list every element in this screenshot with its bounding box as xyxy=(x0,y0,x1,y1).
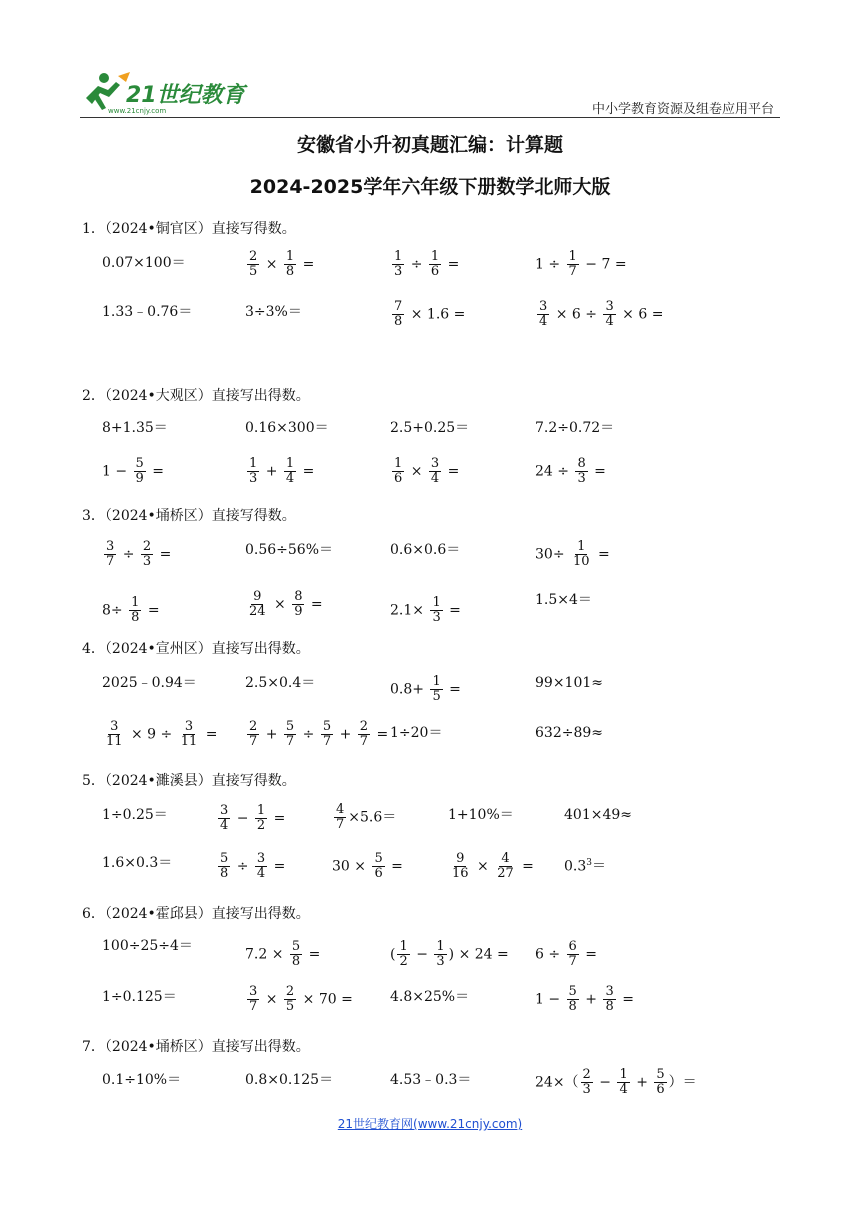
runner-icon xyxy=(78,68,248,116)
problem: 1÷0.125＝ xyxy=(102,989,177,1005)
problem: 1.5×4＝ xyxy=(535,592,592,608)
problem: $0.3^3=$ xyxy=(564,858,606,875)
problem: 1 − $\frac{5}{8}$ + $\frac{3}{8}$ = xyxy=(535,984,634,1014)
problem: 30÷ $\frac{1}{10}$ = xyxy=(535,539,610,569)
logo-text: 21世纪教育 xyxy=(126,83,245,108)
problem: 1.33﹣0.76＝ xyxy=(102,304,193,320)
logo-subtext: www.21cnjy.com xyxy=(108,107,167,115)
problem: $\frac{3}{7}$ ÷ $\frac{2}{3}$ = xyxy=(106,539,172,569)
problem: 632÷89≈ xyxy=(535,725,603,741)
problem: $\frac{3}{11}$ × 9 ÷ $\frac{3}{11}$ = xyxy=(106,719,218,749)
question-heading-5: 5．（2024•濉溪县）直接写得数。 xyxy=(82,773,296,789)
question-heading-3: 3．（2024•埇桥区）直接写得数。 xyxy=(82,508,296,524)
problem: 24 ÷ $\frac{8}{3}$ = xyxy=(535,456,606,486)
problem: 0.56÷56%＝ xyxy=(245,542,334,558)
problem: 1÷0.25＝ xyxy=(102,807,168,823)
problem: 99×101≈ xyxy=(535,675,603,691)
problem: 30 × $\frac{5}{6}$ = xyxy=(332,851,403,881)
problem: $\frac{9}{24}$ × $\frac{8}{9}$ = xyxy=(249,589,323,619)
problem: 2025﹣0.94＝ xyxy=(102,675,197,691)
question-heading-6: 6．（2024•霍邱县）直接写出得数。 xyxy=(82,906,310,922)
question-heading-2: 2．（2024•大观区）直接写出得数。 xyxy=(82,388,310,404)
header-divider xyxy=(80,117,780,118)
problem: 3÷3%＝ xyxy=(245,304,302,320)
problem: $\frac{4}{7}$ ×5.6＝ xyxy=(336,802,397,832)
problem: $\frac{3}{7}$ × $\frac{2}{5}$ × 70 = xyxy=(249,984,353,1014)
question-heading-1: 1．（2024•铜官区）直接写得数。 xyxy=(82,221,296,237)
problem: 2.1× $\frac{1}{3}$ = xyxy=(390,595,461,625)
problem: 1+10%＝ xyxy=(448,807,514,823)
problem: ( $\frac{1}{2}$ − $\frac{1}{3}$ ) × 24 = xyxy=(390,939,509,969)
logo xyxy=(78,68,248,116)
problem: 0.8+ $\frac{1}{5}$ = xyxy=(390,674,461,704)
problem: 1 ÷ $\frac{1}{7}$ − 7 = xyxy=(535,249,627,279)
problem: 2.5×0.4＝ xyxy=(245,675,316,691)
platform-label: 中小学教育资源及组卷应用平台 xyxy=(591,102,774,117)
problem: $\frac{3}{4}$ − $\frac{1}{2}$ = xyxy=(220,803,286,833)
problem: $\frac{2}{5}$ × $\frac{1}{8}$ = xyxy=(249,249,315,279)
problem: $\frac{1}{6}$ × $\frac{3}{4}$ = xyxy=(394,456,460,486)
problem: $\frac{9}{16}$ × $\frac{4}{27}$ = xyxy=(452,851,534,881)
page-subtitle: 2024-2025学年六年级下册数学北师大版 xyxy=(249,176,611,198)
problem: 7.2 × $\frac{5}{8}$ = xyxy=(245,939,321,969)
problem: $\frac{7}{8}$ × 1.6 = xyxy=(394,299,466,329)
problem: 401×49≈ xyxy=(564,807,632,823)
problem: 8÷ $\frac{1}{8}$ = xyxy=(102,595,160,625)
problem: 24×（ $\frac{2}{3}$ − $\frac{1}{4}$ + $\frac{5}{6}$ ）＝ xyxy=(535,1067,697,1097)
problem: $\frac{1}{3}$ + $\frac{1}{4}$ = xyxy=(249,456,315,486)
problem: 7.2÷0.72＝ xyxy=(535,420,615,436)
page-title: 安徽省小升初真题汇编：计算题 xyxy=(296,134,563,156)
problem: $\frac{2}{7}$ + $\frac{5}{7}$ ÷ $\frac{5}{7}$ + $\frac{2}{7}$ = xyxy=(249,719,389,749)
problem: 8+1.35＝ xyxy=(102,420,168,436)
problem: 0.1÷10%＝ xyxy=(102,1072,182,1088)
question-heading-4: 4．（2024•宣州区）直接写出得数。 xyxy=(82,641,310,657)
question-heading-7: 7．（2024•埇桥区）直接写出得数。 xyxy=(82,1039,310,1055)
problem: $\frac{5}{8}$ ÷ $\frac{3}{4}$ = xyxy=(220,851,286,881)
problem: 1 − $\frac{5}{9}$ = xyxy=(102,456,165,486)
problem: 4.53﹣0.3＝ xyxy=(390,1072,472,1088)
problem: 0.8×0.125＝ xyxy=(245,1072,334,1088)
problem: 2.5+0.25＝ xyxy=(390,420,470,436)
problem: $\frac{3}{4}$ × 6 ÷ $\frac{3}{4}$ × 6 = xyxy=(539,299,664,329)
footer-link[interactable]: 21世纪教育网(www.21cnjy.com) xyxy=(337,1117,523,1131)
problem: 0.16×300＝ xyxy=(245,420,329,436)
problem: 100÷25÷4＝ xyxy=(102,938,193,954)
problem: $\frac{1}{3}$ ÷ $\frac{1}{6}$ = xyxy=(394,249,460,279)
problem: 0.6×0.6＝ xyxy=(390,542,461,558)
problem: 1.6×0.3＝ xyxy=(102,855,173,871)
problem: 4.8×25%＝ xyxy=(390,989,470,1005)
problem: 0.07×100＝ xyxy=(102,255,186,271)
problem: 1÷20＝ xyxy=(390,725,443,741)
problem: 6 ÷ $\frac{6}{7}$ = xyxy=(535,939,598,969)
